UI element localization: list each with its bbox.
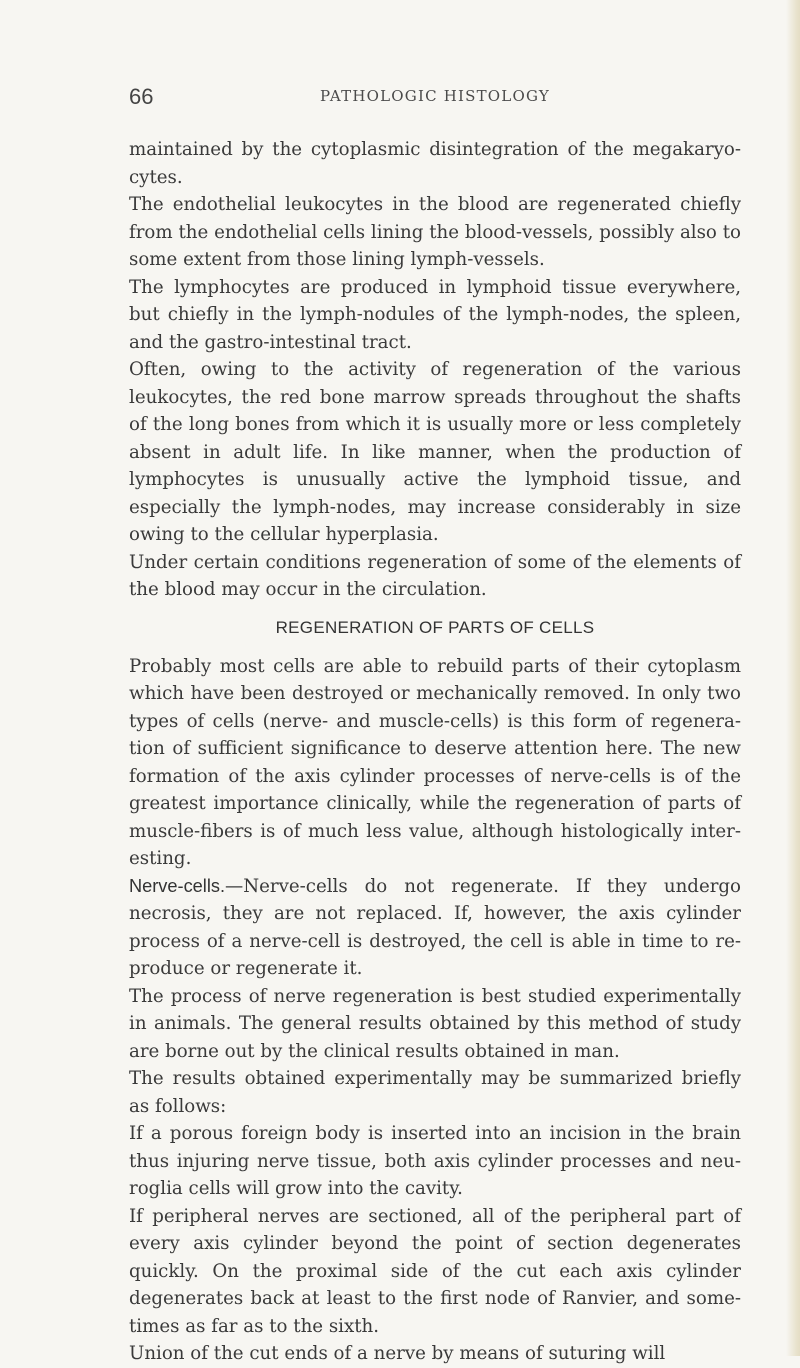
paragraph: The results obtained experimentally may be summarized briefly as follows: [129,1068,741,1117]
paragraph: Often, owing to the activity of regeneration of the various leukocytes, the red bone marrow spreads throughout the shafts of the long bones from which it is usually more or less completely absent in adult life. In like manner, when the production of lymphocytes is unusually active the lymphoid tissue, and especially the lymph-nodes, may increase considerably in size owing to the cellular hyperplasia. [129,359,741,545]
paragraph: Union of the cut ends of a nerve by means of suturing will [129,1343,666,1364]
page-edge-shadow [786,0,800,1356]
page-number: 66 [129,84,154,109]
paragraph-text: —Nerve-cells do not regenerate. If they undergo necrosis, they are not replaced. If, however, the axis cylinder process of a nerve-cell is destroyed, the cell is able in time to reproduce or regenerate it. [129,875,741,979]
page-header [129,84,741,114]
nerve-cells-paragraph [129,873,741,983]
running-head: PATHOLOGIC HISTOLOGY [320,87,550,105]
run-in-heading: Nerve-cells. [129,875,226,896]
paragraph: maintained by the cytoplasmic disintegration of the megakaryocytes. [129,139,741,188]
paragraph: The lymphocytes are produced in lymphoid tissue everywhere, but chiefly in the lymph-nodules of the lymph-nodes, the spleen, and the gastro-intestinal tract. [129,276,741,353]
paragraph: The endothelial leukocytes in the blood are regenerated chiefly from the endothelial cells lining the blood-vessels, possibly also to some extent from those lining lymph-vessels. [129,194,741,270]
paragraph: If peripheral nerves are sectioned, all of the peripheral part of every axis cylinder beyond the point of section degenerates quickly. On the proximal side of the cut each axis cylinder degenerates back at least to the first node of Ranvier, and sometimes as far as to the sixth. [129,1205,741,1337]
paragraph: The process of nerve regeneration is best studied experimentally in animals. The general results obtained by this method of study are borne out by the clinical results obtained in man. [129,985,741,1062]
paragraph: If a porous foreign body is inserted into an incision in the brain thus injuring nerve tissue, both axis cylinder processes and neuroglia cells will grow into the cavity. [129,1123,741,1199]
paragraph: Under certain conditions regeneration of some of the elements of the blood may occur in the circulation. [129,551,741,600]
paragraph: Probably most cells are able to rebuild parts of their cytoplasm which have been destroyed or mechanically removed. In only two types of cells (nerve- and muscle-cells) is this form of regeneration of sufficient significance to deserve attention here. The new formation of the axis cylinder processes of nerve-cells is of the greatest importance clinically, while the regeneration of parts of muscle-fibers is of much less value, although histologically interesting. [129,655,741,869]
body-text [129,136,741,1368]
section-heading: REGENERATION OF PARTS OF CELLS [275,617,595,637]
